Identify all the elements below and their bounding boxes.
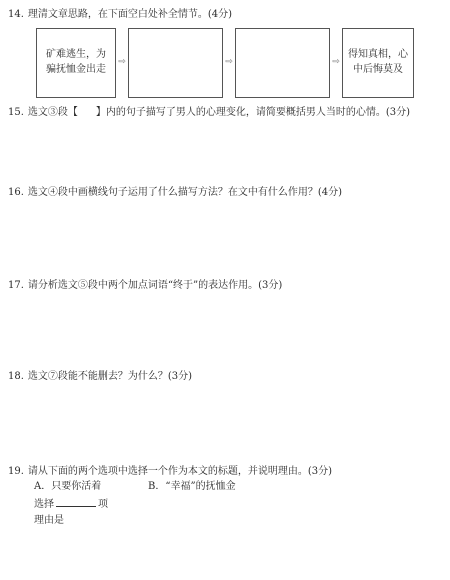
flow-box-1-line-2: 骗抚恤金出走	[46, 64, 106, 75]
question-17	[8, 279, 282, 293]
question-15	[8, 106, 410, 120]
question-16	[8, 186, 342, 200]
flow-box-3-blank[interactable]	[235, 28, 330, 98]
flow-box-4-line-1: 得知真相，心	[348, 49, 408, 60]
plot-flowchart	[36, 28, 416, 100]
choice-suffix: 项	[98, 499, 108, 510]
question-number: 18.	[8, 371, 24, 382]
question-text: 理清文章思路，在下面空白处补全情节。(4分)	[27, 9, 233, 20]
flow-box-4	[342, 28, 414, 98]
option-b[interactable]: B．“幸福”的抚恤金	[148, 481, 236, 492]
question-text: 请分析选文⑤段中两个加点词语“终于”的表达作用。(3分)	[27, 280, 283, 291]
choice-line	[34, 496, 108, 512]
reason-label: 理由是	[34, 515, 64, 526]
flow-box-1	[36, 28, 116, 98]
option-a[interactable]: A．只要你活着	[34, 481, 102, 492]
question-number: 15.	[8, 107, 24, 118]
question-19	[8, 465, 332, 479]
question-text-before: 选文③段【	[27, 107, 78, 118]
arrow-right-icon: ⇨	[332, 57, 340, 67]
flow-box-4-line-2: 中后悔莫及	[353, 64, 403, 75]
choice-prefix: 选择	[34, 499, 54, 510]
arrow-right-icon: ⇨	[225, 57, 233, 67]
question-number: 17.	[8, 280, 24, 291]
choice-blank[interactable]	[56, 496, 96, 507]
question-text: 选文④段中画横线句子运用了什么描写方法？在文中有什么作用？(4分)	[27, 187, 343, 198]
question-18	[8, 370, 192, 384]
question-14	[8, 8, 232, 22]
question-text-after: 】内的句子描写了男人的心理变化，请简要概括男人当时的心情。(3分)	[95, 107, 411, 118]
flow-box-2-blank[interactable]	[128, 28, 223, 98]
arrow-right-icon: ⇨	[118, 57, 126, 67]
question-text: 选文⑦段能不能删去？为什么？(3分)	[27, 371, 193, 382]
question-number: 14.	[8, 9, 24, 20]
question-number: 16.	[8, 187, 24, 198]
flow-box-1-line-1: 矿难逃生，为	[46, 49, 106, 60]
question-text: 请从下面的两个选项中选择一个作为本文的标题，并说明理由。(3分)	[27, 466, 333, 477]
question-number: 19.	[8, 466, 24, 477]
